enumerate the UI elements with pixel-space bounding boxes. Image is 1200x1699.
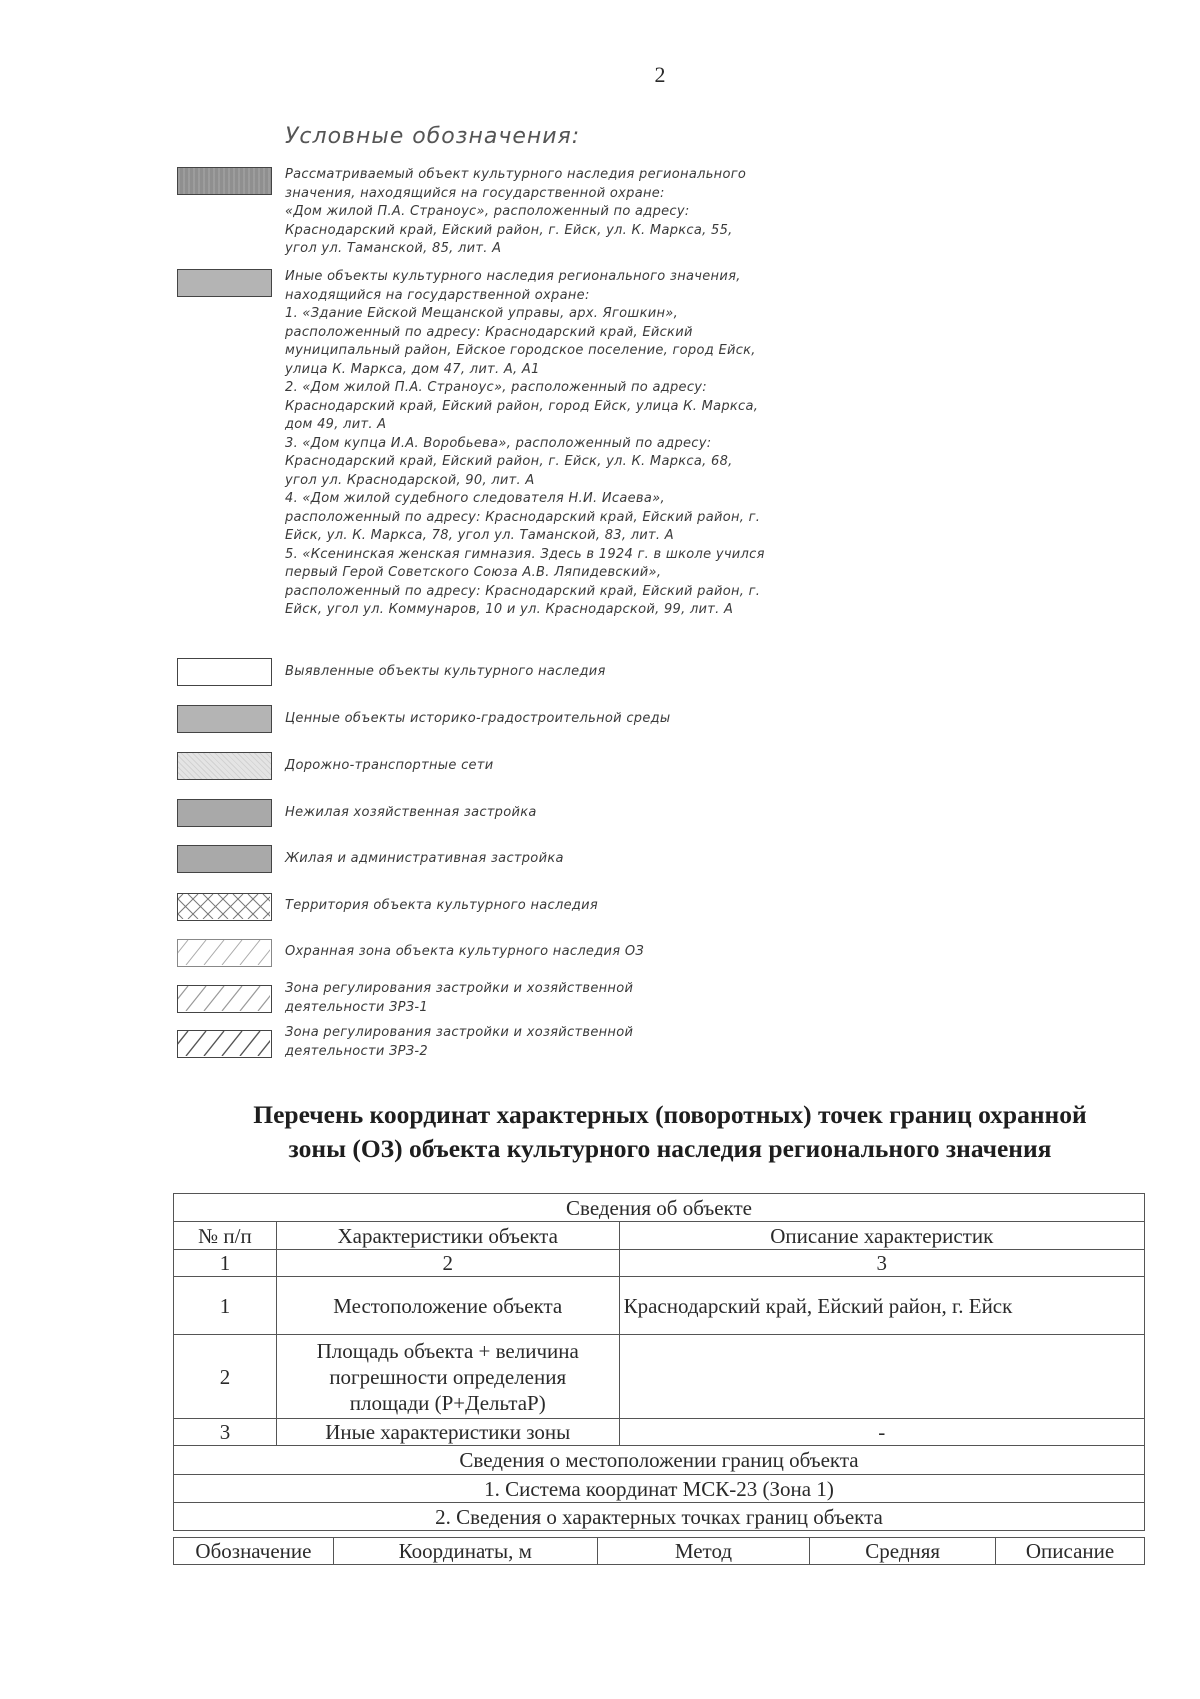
row-number: 2: [174, 1335, 277, 1419]
column-mean: Средняя: [810, 1538, 996, 1565]
legend-text-zrz2: Зона регулирования застройки и хозяйственной деятельности ЗРЗ-2: [285, 1025, 634, 1059]
row-description: -: [619, 1419, 1144, 1446]
legend-swatch-zrz2: [177, 1030, 272, 1058]
row-description: [619, 1335, 1144, 1419]
heading-line-2: зоны (ОЗ) объекта культурного наследия регионального значения: [288, 1134, 1052, 1163]
column-designation: Обозначение: [174, 1538, 334, 1565]
heading-line-1: Перечень координат характерных (поворотных) точек границ охранной: [253, 1100, 1087, 1129]
header-number: № п/п: [174, 1222, 277, 1250]
document-heading: [170, 1098, 1170, 1166]
row-characteristic: Площадь объекта + величина погрешности определения площади (Р+ДельтаР): [276, 1335, 619, 1419]
legend-swatch-zrz1: [177, 985, 272, 1013]
legend-text-target-object: Рассматриваемый объект культурного наследия регионального значения, находящийся на государственной охране: «Дом жилой П.А. Страноус», расположенный по адресу: Краснодарский край, Ейский район, г. Ейск, ул. К. Маркса, 55, угол ул. Таманской, 85, лит. А: [285, 167, 747, 256]
row-description: Краснодарский край, Ейский район, г. Ейск: [619, 1277, 1144, 1335]
legend-swatch-nonresidential: [177, 799, 272, 827]
legend-swatch-target-object: [177, 167, 272, 195]
legend-title: Условные обозначения:: [285, 124, 581, 149]
legend-swatch-residential: [177, 845, 272, 873]
header-characteristics: Характеристики объекта: [276, 1222, 619, 1250]
legend-text-nonresidential: Нежилая хозяйственная застройка: [285, 805, 537, 820]
row-number: 1: [174, 1277, 277, 1335]
col-number-2: 2: [276, 1250, 619, 1277]
col-number-1: 1: [174, 1250, 277, 1277]
legend-text-protection-zone: Охранная зона объекта культурного наследия ОЗ: [285, 944, 644, 959]
legend-text-residential: Жилая и административная застройка: [285, 851, 564, 866]
table-row: [174, 1335, 1145, 1419]
legend-swatch-valuable-objects: [177, 705, 272, 733]
section-title-location: Сведения о местоположении границ объекта: [174, 1446, 1145, 1475]
legend-swatch-heritage-territory: [177, 893, 272, 921]
column-coordinates: Координаты, м: [333, 1538, 597, 1565]
header-description: Описание характеристик: [619, 1222, 1144, 1250]
table-row: [174, 1419, 1145, 1446]
legend-text-valuable-objects: Ценные объекты историко-градостроительной среды: [285, 711, 671, 726]
legend-swatch-other-objects: [177, 269, 272, 297]
row-number: 3: [174, 1419, 277, 1446]
column-method: Метод: [597, 1538, 810, 1565]
coordinate-system: 1. Система координат МСК-23 (Зона 1): [174, 1475, 1145, 1503]
page-number: 2: [654, 62, 666, 87]
legend-text-other-objects: Иные объекты культурного наследия регионального значения, находящийся на государственной охране: 1. «Здание Ейской Мещанской управы, арх. Ягошкин», расположенный по адресу: Краснодарский край, Ейский муниципальный район, Ейское городское поселение, город Ейск, улица К. Маркса, дом 47, лит. А, А1 2. «Дом жилой П.А. Страноус», расположенный по адресу: Краснодарский край, Ейский район, город Ейск, улица К. Маркса, дом 49, лит. А 3. «Дом купца И.А. Воробьева», расположенный по адресу: Краснодарский край, Ейский район, г. Ейск, ул. К. Маркса, 68, угол ул. Краснодарской, 90, лит. А 4. «Дом жилой судебного следователя Н.И. Исаева», расположенный по адресу: Краснодарский край, Ейский район, г. Ейск, ул. К. Маркса, 78, угол ул. Таманской, 83, лит. А 5. «Ксенинская женская гимназия. Здесь в 1924 г. в школе учился первый Герой Советского Союза А.В. Ляпидевский», расположенный по адресу: Краснодарский край, Ейский район, г. Ейск, угол ул. Коммунаров, 10 и ул. Краснодарской, 99, лит. А: [285, 269, 765, 617]
object-info-table: [173, 1193, 1145, 1531]
section-title-object: Сведения об объекте: [174, 1194, 1145, 1222]
legend-text-heritage-territory: Территория объекта культурного наследия: [285, 898, 599, 913]
points-section-title: 2. Сведения о характерных точках границ объекта: [174, 1503, 1145, 1531]
row-characteristic: Местоположение объекта: [276, 1277, 619, 1335]
row-characteristic: Иные характеристики зоны: [276, 1419, 619, 1446]
legend-swatch-identified-objects: [177, 658, 272, 686]
col-number-3: 3: [619, 1250, 1144, 1277]
legend-text-road-network: Дорожно-транспортные сети: [285, 758, 494, 773]
legend-swatch-protection-zone: [177, 939, 272, 967]
table-row: [174, 1277, 1145, 1335]
column-description: Описание: [996, 1538, 1145, 1565]
legend-text-identified-objects: Выявленные объекты культурного наследия: [285, 664, 606, 679]
legend-swatch-road-network: [177, 752, 272, 780]
legend-text-zrz1: Зона регулирования застройки и хозяйственной деятельности ЗРЗ-1: [285, 981, 634, 1015]
points-columns-table: [173, 1537, 1145, 1565]
